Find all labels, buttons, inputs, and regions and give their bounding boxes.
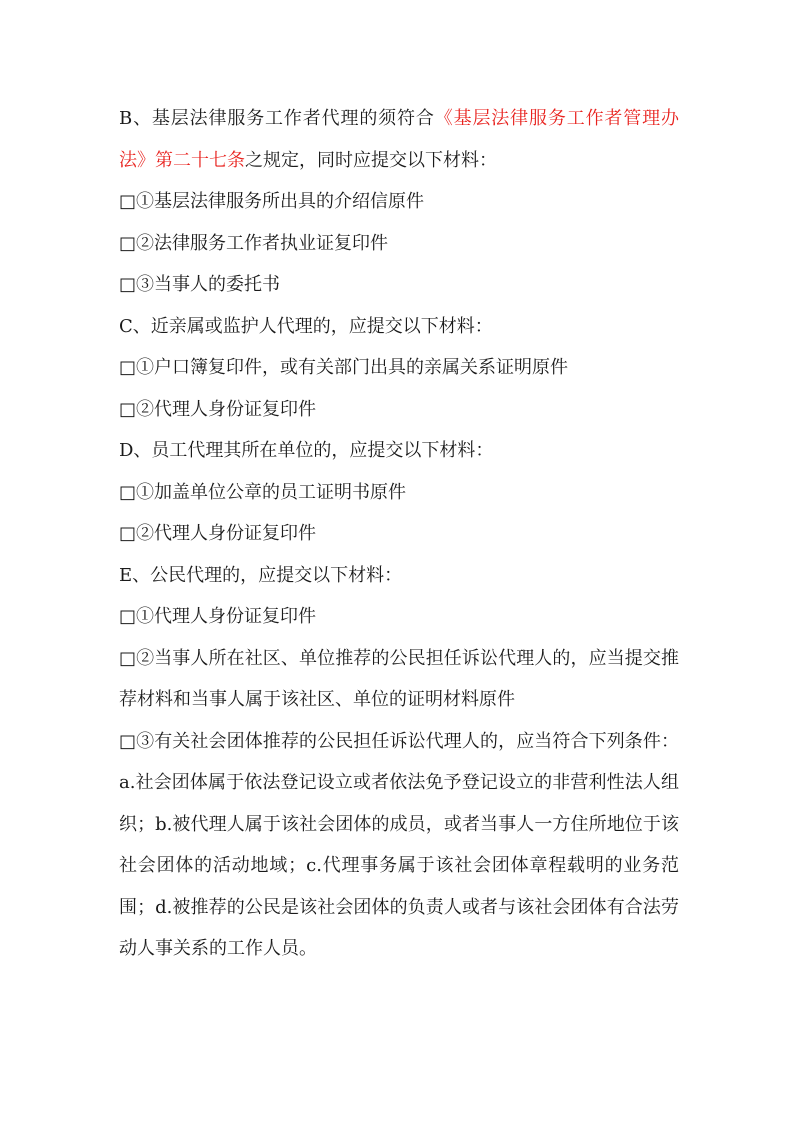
section-e-heading: E、公民代理的，应提交以下材料： [119, 564, 403, 586]
checklist-item: □③当事人的委托书 [119, 274, 281, 295]
checklist-item: □②法律服务工作者执业证复印件 [119, 232, 389, 254]
checklist-item: □②当事人所在社区、单位推荐的公民担任诉讼代理人的，应当提交推荐材料和当事人属于该社区、单位的证明材料原件 [119, 647, 679, 710]
document-body [119, 98, 679, 970]
checklist-item: □③有关社会团体推荐的公民担任诉讼代理人的，应当符合下列条件：a.社会团体属于依法登记设立或者依法免予登记设立的非营利性法人组织；b.被代理人属于该社会团体的成员，或者当事人一方住所地位于该社会团体的活动地域；c.代理事务属于该社会团体章程载明的业务范围；d.被推荐的公民是该社会团体的负责人或者与该社会团体有合法劳动人事关系的工作人员。 [119, 730, 679, 959]
section-b-prefix: B、基层法律服务工作者代理的须符合 [119, 108, 435, 129]
checklist-item: □①基层法律服务所出具的介绍信原件 [119, 191, 425, 212]
checklist-item: □①代理人身份证复印件 [119, 606, 317, 627]
checklist-item: □②代理人身份证复印件 [119, 523, 317, 544]
checklist-item: □①户口簿复印件，或有关部门出具的亲属关系证明原件 [119, 357, 569, 378]
section-c-heading: C、近亲属或监护人代理的，应提交以下材料： [119, 315, 493, 337]
section-b-suffix: 之规定，同时应提交以下材料： [245, 149, 497, 171]
section-b-heading [119, 98, 679, 181]
checklist-item: □①加盖单位公章的员工证明书原件 [119, 481, 407, 503]
regulation-reference: 《基层法律服务工作者管理办法》第二十七条 [119, 108, 679, 171]
section-d-heading: D、员工代理其所在单位的，应提交以下材料： [119, 440, 494, 461]
checklist-item: □②代理人身份证复印件 [119, 398, 317, 420]
